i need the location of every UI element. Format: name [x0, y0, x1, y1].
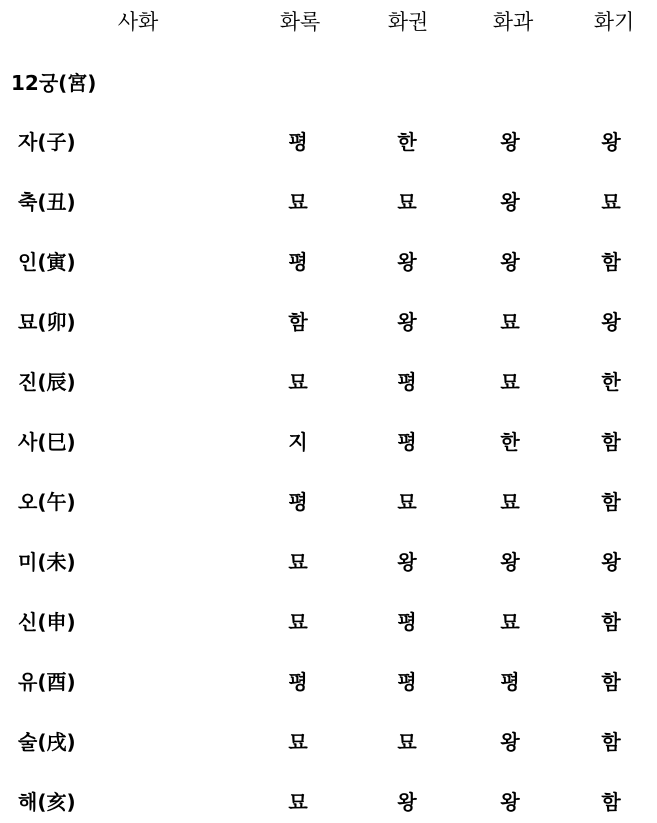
palace-label: 묘(卯): [18, 310, 76, 334]
hwagwon-cell: 평: [397, 610, 417, 634]
hwarok-cell: 묘: [288, 730, 308, 754]
hwarok-cell: 평: [288, 250, 308, 274]
hwarok-cell: 묘: [288, 790, 308, 814]
hwagwa-cell: 묘: [500, 310, 520, 334]
table-row: [0, 662, 657, 702]
hwarok-cell: 지: [288, 430, 308, 454]
hwagwa-cell: 평: [500, 670, 520, 694]
hwagwa-cell: 왕: [500, 790, 520, 814]
hwagi-cell: 왕: [601, 310, 621, 334]
header-hwagi: 화기: [593, 10, 635, 34]
group-label: 12궁(宮): [11, 71, 97, 95]
hwagwa-cell: 한: [500, 430, 520, 454]
hwagwa-cell: 왕: [500, 730, 520, 754]
hwarok-cell: 평: [288, 490, 308, 514]
hwagi-cell: 왕: [601, 550, 621, 574]
hwagwa-cell: 왕: [500, 250, 520, 274]
hwagwon-cell: 왕: [397, 250, 417, 274]
hwagwa-cell: 왕: [500, 190, 520, 214]
hwagwon-cell: 한: [397, 130, 417, 154]
palace-label: 진(辰): [18, 370, 76, 394]
palace-label: 술(戌): [18, 730, 76, 754]
table-row: [0, 422, 657, 462]
hwagi-cell: 함: [601, 610, 621, 634]
hwagwa-cell: 묘: [500, 490, 520, 514]
hwagi-cell: 함: [601, 670, 621, 694]
hwagi-cell: 함: [601, 250, 621, 274]
palace-label: 미(未): [18, 550, 76, 574]
hwagwon-cell: 왕: [397, 790, 417, 814]
palace-label: 오(午): [18, 490, 76, 514]
hwagwon-cell: 평: [397, 430, 417, 454]
hwagwon-cell: 왕: [397, 550, 417, 574]
table-row: [0, 782, 657, 822]
hwagwa-cell: 왕: [500, 130, 520, 154]
table-row: [0, 602, 657, 642]
palace-label: 신(申): [18, 610, 76, 634]
table-row: [0, 122, 657, 162]
table-row: [0, 722, 657, 762]
palace-label: 유(酉): [18, 670, 76, 694]
palace-label: 축(丑): [18, 190, 76, 214]
hwagwa-cell: 묘: [500, 610, 520, 634]
hwarok-cell: 평: [288, 670, 308, 694]
table-row: [0, 362, 657, 402]
hwagwon-cell: 평: [397, 370, 417, 394]
palace-label: 해(亥): [18, 790, 76, 814]
hwarok-cell: 묘: [288, 190, 308, 214]
hwarok-cell: 평: [288, 130, 308, 154]
header-hwagwa: 화과: [492, 10, 534, 34]
hwagwa-cell: 왕: [500, 550, 520, 574]
hwagi-cell: 함: [601, 730, 621, 754]
hwagi-cell: 함: [601, 490, 621, 514]
hwarok-cell: 함: [288, 310, 308, 334]
hwagi-cell: 함: [601, 430, 621, 454]
palace-label: 인(寅): [18, 250, 76, 274]
hwarok-cell: 묘: [288, 610, 308, 634]
group-label-row: [0, 63, 657, 103]
table-row: [0, 302, 657, 342]
hwagwon-cell: 평: [397, 670, 417, 694]
header-hwagwon: 화권: [387, 10, 429, 34]
hwagwon-cell: 묘: [397, 490, 417, 514]
hwagi-cell: 한: [601, 370, 621, 394]
table-row: [0, 182, 657, 222]
hwarok-cell: 묘: [288, 550, 308, 574]
hwarok-cell: 묘: [288, 370, 308, 394]
header-sahwa: 사화: [117, 10, 159, 34]
hwagi-cell: 왕: [601, 130, 621, 154]
table-row: [0, 542, 657, 582]
header-hwarok: 화록: [279, 10, 321, 34]
table-row: [0, 482, 657, 522]
palace-label: 사(巳): [18, 430, 76, 454]
hwagi-cell: 묘: [601, 190, 621, 214]
hwagwa-cell: 묘: [500, 370, 520, 394]
table-row: [0, 242, 657, 282]
table-header-row: [0, 2, 657, 42]
palace-label: 자(子): [18, 130, 76, 154]
hwagwon-cell: 묘: [397, 190, 417, 214]
hwagwon-cell: 왕: [397, 310, 417, 334]
hwagwon-cell: 묘: [397, 730, 417, 754]
hwagi-cell: 함: [601, 790, 621, 814]
